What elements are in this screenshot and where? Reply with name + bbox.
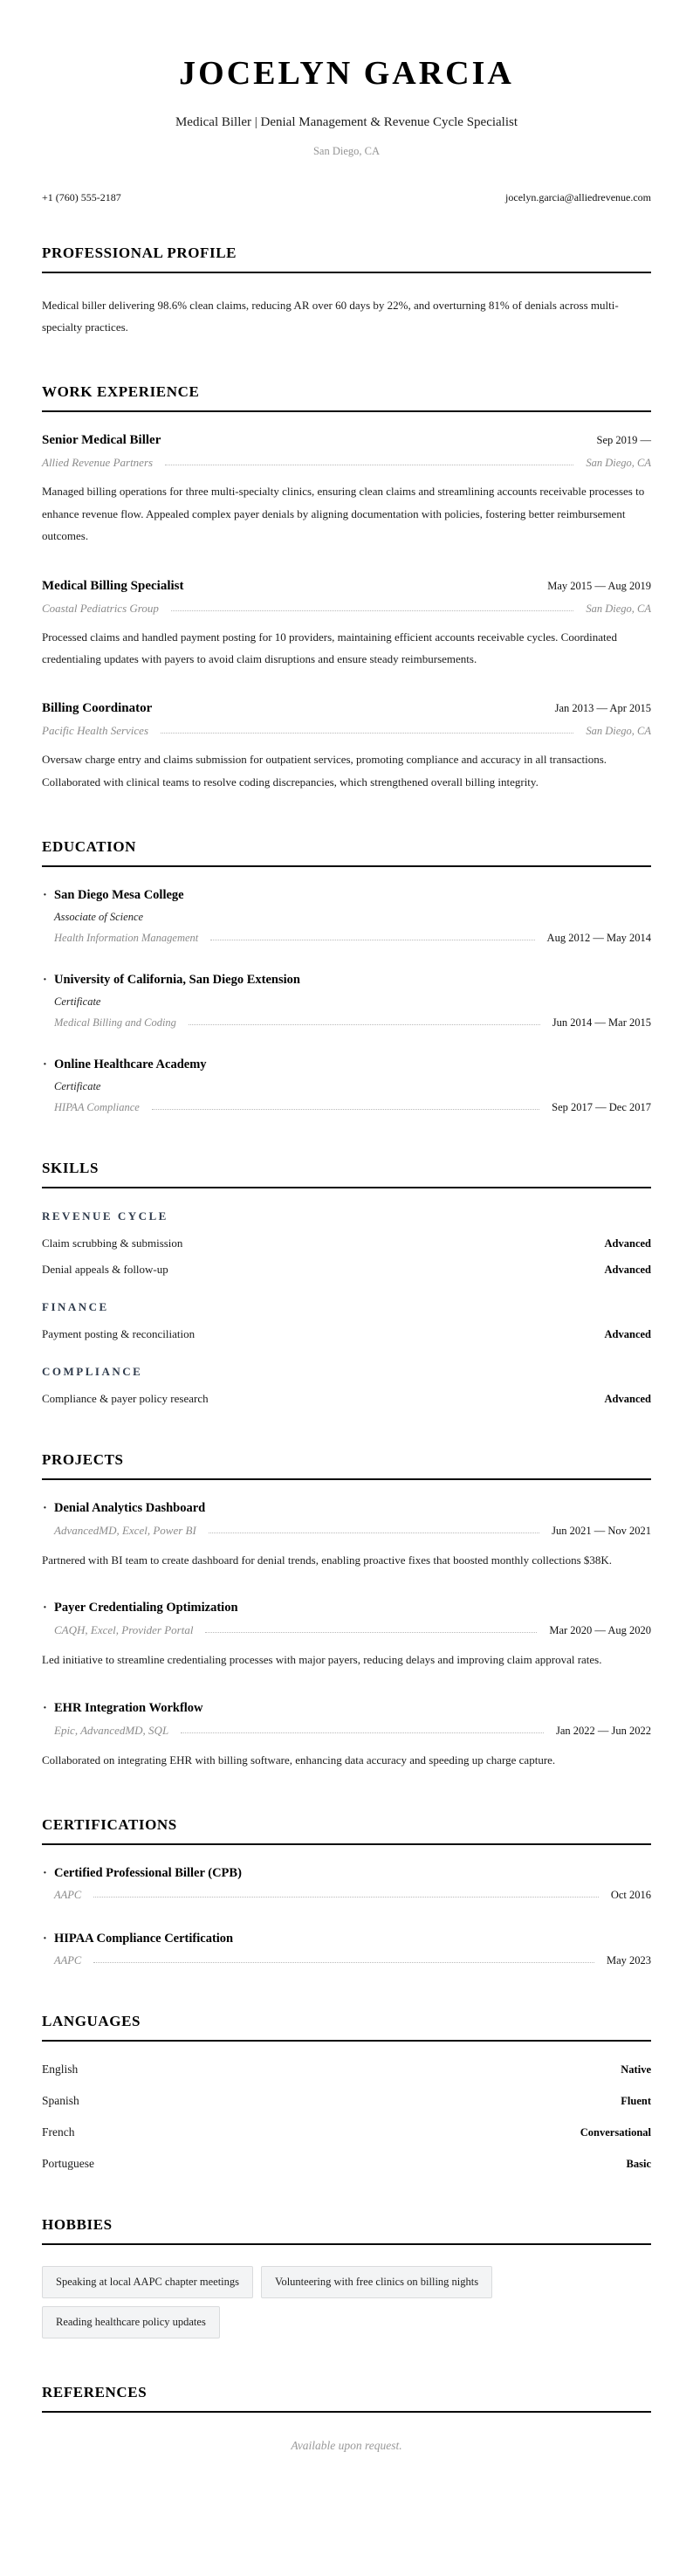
skill-group xyxy=(42,1365,651,1406)
language-row xyxy=(42,2063,651,2077)
skill-group xyxy=(42,1209,651,1277)
section-title-skills: SKILLS xyxy=(42,1160,651,1188)
job-description: Oversaw charge entry and claims submission for outpatient services, promoting compliance and accuracy in all transactions. Collaborated with clinical teams to resolve coding discrepancies, which strengthened overall billing integrity. xyxy=(42,753,607,789)
skill-group xyxy=(42,1300,651,1341)
skill-level: Advanced xyxy=(604,1263,651,1276)
skill-level: Advanced xyxy=(604,1392,651,1405)
language-level: Fluent xyxy=(621,2094,651,2107)
field-of-study: Medical Billing and Coding xyxy=(54,1016,176,1029)
skill-category: FINANCE xyxy=(42,1299,109,1313)
project-tech: AdvancedMD, Excel, Power BI xyxy=(54,1523,196,1537)
language-row xyxy=(42,2125,651,2139)
references-note: Available upon request. xyxy=(291,2438,402,2452)
project-tech: CAQH, Excel, Provider Portal xyxy=(54,1623,194,1637)
hobby-chip: Reading healthcare policy updates xyxy=(42,2306,220,2338)
certification-date: Oct 2016 xyxy=(610,1888,651,1901)
section-certifications xyxy=(42,1816,651,1967)
certification-date: May 2023 xyxy=(606,1953,651,1966)
job-item xyxy=(42,433,651,547)
education-item xyxy=(42,888,651,945)
section-title-hobbies: HOBBIES xyxy=(42,2216,651,2245)
language-level: Native xyxy=(621,2063,651,2076)
certification-item xyxy=(42,1866,651,1902)
field-of-study: Health Information Management xyxy=(54,931,199,944)
language-name: Spanish xyxy=(42,2093,79,2107)
page-title: JOCELYN GARCIA xyxy=(179,55,514,92)
certification-item xyxy=(42,1932,651,1967)
project-description: Collaborated on integrating EHR with billing software, enhancing data accuracy and speeding up charge capture. xyxy=(42,1753,556,1767)
field-of-study: HIPAA Compliance xyxy=(54,1100,140,1113)
language-row xyxy=(42,2094,651,2108)
skill-name: Compliance & payer policy research xyxy=(42,1391,209,1405)
dotted-leader xyxy=(189,1024,540,1025)
job-description: Managed billing operations for three multi-specialty clinics, ensuring clean claims and streamlining accounts receivable processes to enhance revenue flow. Appealed complex payer denials by aligning documentation with policies, fostering better reimbursement outcomes. xyxy=(42,485,645,543)
degree: Certificate xyxy=(54,1079,101,1092)
dotted-leader xyxy=(93,1897,599,1898)
skill-name: Denial appeals & follow-up xyxy=(42,1262,168,1276)
job-title: Senior Medical Biller xyxy=(42,433,161,448)
certification-issuer: AAPC xyxy=(54,1953,82,1966)
language-name: French xyxy=(42,2125,75,2139)
job-location: San Diego, CA xyxy=(586,725,651,738)
certification-issuer: AAPC xyxy=(54,1888,82,1901)
skill-name: Payment posting & reconciliation xyxy=(42,1326,196,1340)
education-dates: Sep 2017 — Dec 2017 xyxy=(552,1100,651,1113)
job-item xyxy=(42,701,651,793)
dotted-leader xyxy=(205,1632,537,1633)
skill-row xyxy=(42,1392,651,1406)
company-name: Pacific Health Services xyxy=(42,724,149,738)
project-item xyxy=(42,1501,651,1571)
school-name: · Online Healthcare Academy xyxy=(54,1057,651,1072)
section-skills xyxy=(42,1160,651,1406)
project-dates: Mar 2020 — Aug 2020 xyxy=(549,1624,651,1637)
section-education xyxy=(42,838,651,1114)
project-tech: Epic, AdvancedMD, SQL xyxy=(54,1723,169,1737)
contact-row xyxy=(42,191,651,204)
dotted-leader xyxy=(152,1109,539,1110)
degree: Associate of Science xyxy=(54,910,144,923)
language-name: English xyxy=(42,2062,79,2076)
school-name: · University of California, San Diego Extension xyxy=(54,973,651,988)
skill-category: COMPLIANCE xyxy=(42,1364,143,1378)
skill-row xyxy=(42,1327,651,1341)
dotted-leader xyxy=(93,1962,594,1963)
section-professional-profile xyxy=(42,245,651,339)
education-item xyxy=(42,973,651,1030)
skill-row xyxy=(42,1263,651,1277)
resume-header xyxy=(42,56,651,204)
section-title-profile: PROFESSIONAL PROFILE xyxy=(42,245,651,273)
school-name: · San Diego Mesa College xyxy=(54,888,651,903)
company-name: Coastal Pediatrics Group xyxy=(42,601,159,615)
project-item xyxy=(42,1601,651,1670)
language-name: Portuguese xyxy=(42,2156,94,2170)
section-title-work: WORK EXPERIENCE xyxy=(42,383,651,412)
section-hobbies xyxy=(42,2216,651,2338)
hobby-chip: Speaking at local AAPC chapter meetings xyxy=(42,2266,253,2298)
job-location: San Diego, CA xyxy=(586,602,651,615)
section-languages xyxy=(42,2013,651,2171)
section-title-certifications: CERTIFICATIONS xyxy=(42,1816,651,1845)
job-dates: Sep 2019 — xyxy=(596,434,651,447)
section-title-references: REFERENCES xyxy=(42,2384,651,2413)
section-references xyxy=(42,2384,651,2453)
job-title: Billing Coordinator xyxy=(42,701,153,716)
job-dates: May 2015 — Aug 2019 xyxy=(547,579,651,592)
dotted-leader xyxy=(171,610,573,611)
hobby-chip: Volunteering with free clinics on billing nights xyxy=(261,2266,492,2298)
job-description: Processed claims and handled payment posting for 10 providers, maintaining efficient accounts receivable cycles. Coordinated credentialing updates with payers to avoid claim disruptions and ensure steady reimbursements. xyxy=(42,630,617,665)
dotted-leader xyxy=(181,1732,544,1733)
project-item xyxy=(42,1701,651,1771)
section-projects xyxy=(42,1451,651,1771)
section-title-education: EDUCATION xyxy=(42,838,651,867)
skill-level: Advanced xyxy=(604,1236,651,1250)
section-work-experience xyxy=(42,383,651,792)
email-address: jocelyn.garcia@alliedrevenue.com xyxy=(505,190,651,203)
project-dates: Jan 2022 — Jun 2022 xyxy=(555,1724,651,1737)
certification-name: · HIPAA Compliance Certification xyxy=(54,1932,651,1946)
education-dates: Aug 2012 — May 2014 xyxy=(546,931,651,944)
skill-level: Advanced xyxy=(604,1327,651,1340)
certification-name: · Certified Professional Biller (CPB) xyxy=(54,1866,651,1881)
job-title: Medical Billing Specialist xyxy=(42,578,184,593)
section-title-projects: PROJECTS xyxy=(42,1451,651,1480)
job-item xyxy=(42,579,651,671)
language-level: Basic xyxy=(626,2157,651,2170)
project-dates: Jun 2021 — Nov 2021 xyxy=(552,1524,651,1537)
job-headline: Medical Biller | Denial Management & Revenue Cycle Specialist xyxy=(175,114,518,129)
job-location: San Diego, CA xyxy=(586,457,651,470)
project-description: Partnered with BI team to create dashboard for denial trends, enabling proactive fixes that boosted monthly collections $38K. xyxy=(42,1553,613,1567)
project-description: Led initiative to streamline credentialing processes with major payers, reducing delays and improving claim approval rates. xyxy=(42,1653,602,1667)
skill-name: Claim scrubbing & submission xyxy=(42,1236,183,1250)
language-row xyxy=(42,2157,651,2171)
project-name: · Payer Credentialing Optimization xyxy=(54,1601,651,1615)
hobby-chip-list xyxy=(42,2266,651,2338)
dotted-leader xyxy=(161,733,573,734)
education-dates: Jun 2014 — Mar 2015 xyxy=(552,1016,651,1029)
education-item xyxy=(42,1057,651,1114)
company-name: Allied Revenue Partners xyxy=(42,456,154,470)
degree: Certificate xyxy=(54,995,101,1008)
language-level: Conversational xyxy=(580,2125,651,2139)
project-name: · Denial Analytics Dashboard xyxy=(54,1501,651,1516)
header-location: San Diego, CA xyxy=(312,144,381,157)
profile-summary: Medical biller delivering 98.6% clean claims, reducing AR over 60 days by 22%, and overturning 81% of denials across multi-specialty practices. xyxy=(42,298,619,334)
project-name: · EHR Integration Workflow xyxy=(54,1701,651,1716)
phone-number: +1 (760) 555-2187 xyxy=(42,190,121,203)
skill-row xyxy=(42,1236,651,1250)
skill-category: REVENUE CYCLE xyxy=(42,1209,168,1223)
section-title-languages: LANGUAGES xyxy=(42,2013,651,2042)
job-dates: Jan 2013 — Apr 2015 xyxy=(554,702,651,715)
